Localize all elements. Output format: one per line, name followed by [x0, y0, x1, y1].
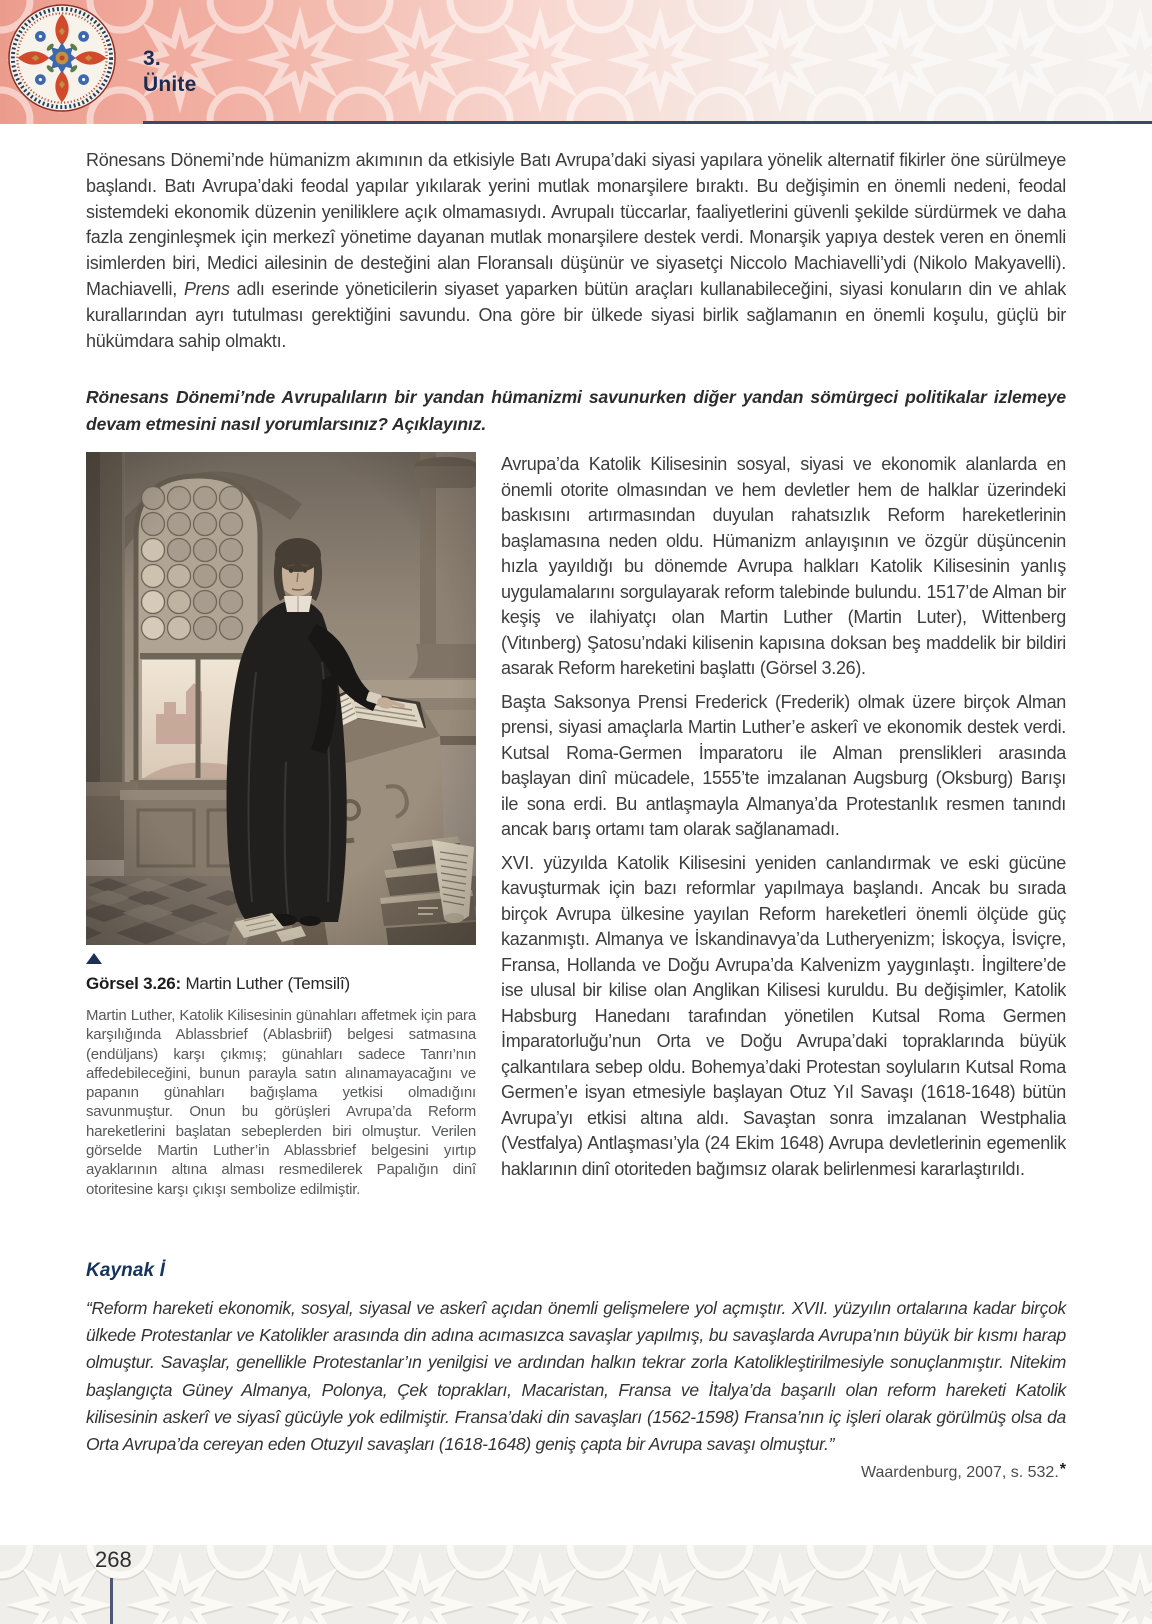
martin-luther-illustration	[86, 452, 476, 945]
unit-number: 3.	[143, 47, 161, 70]
main-text-column	[501, 452, 1066, 1182]
figure-block	[86, 452, 476, 1199]
intro-paragraph	[86, 148, 1066, 354]
unit-label	[143, 46, 197, 98]
content-columns	[86, 452, 1066, 1199]
intro-book-title: Prens	[183, 278, 230, 299]
footer-geometric-pattern	[0, 1545, 1152, 1624]
page-header	[0, 0, 1152, 124]
discussion-question: Rönesans Dönemi’nde Avrupalıların bir yandan hümanizmi savunurken diğer yandan sömürgeci politikalar izlemeye devam etmesini nasıl yorumlarsınız? Açıklayınız.	[86, 387, 1066, 434]
figure-caption-block	[86, 974, 476, 1199]
body-paragraph-1: Avrupa’da Katolik Kilisesinin sosyal, siyasi ve ekonomik alanlarda en önemli otorite olmasından ve hem devletler hem de halklar üzerindeki baskısını artırmasından duyulan rahatsızlık Reform hareketlerinin başlamasına neden oldu. Hümanizm anlayışının ve özgür düşüncenin hızla yayıldığı bu dönemde Avrupa halkları Katolik Kilisesinin yanlış uygulamalarını sorgulayarak reform talebinde bulundu. 1517’de Alman bir keşiş ve ilahiyatçı olan Martin Luther (Martin Luter), Wittenberg (Vitınberg) Şatosu’ndaki kilisenin kapısına doksan beş maddelik bir bildiri asarak Reform hareketini başlattı (Görsel 3.26).	[501, 454, 1066, 678]
source-attribution-text: Waardenburg, 2007, s. 532.	[861, 1464, 1059, 1482]
page-number: 268	[95, 1547, 132, 1572]
source-heading: Kaynak İ	[86, 1260, 165, 1281]
figure-caption-title-text: Martin Luther (Temsilî)	[180, 974, 350, 993]
figure-caption	[86, 974, 476, 994]
source-attribution-asterisk: *	[1059, 1461, 1066, 1479]
intro-text-1: Rönesans Dönemi’nde hümanizm akımının da etkisiyle Batı Avrupa’daki siyasi yapılara yönelik alternatif fikirler öne sürülmeye başlandı. Batı Avrupa’daki feodal yapılar yıkılarak yerini mutlak monarşilere bıraktı. Bu değişimin en önemli nedeni, feodal sistemdeki ekonomik düzenin yeniliklere açık olmamasıydı. Avrupalı tüccarlar, faaliyetlerini güvenli şekilde sürdürmek ve daha fazla zenginleşmek için merkezî yönetime dayanan mutlak monarşilere destek verdi. Monarşik yapıya destek veren en önemli isimlerden biri, Medici ailesinin de desteğini alan Floransalı düşünür ve siyasetçi Niccolo Machiavelli’ydi (Nikolo Makyavelli). Machiavelli,	[86, 150, 1066, 299]
intro-text-2: adlı eserinde yöneticilerin siyaset yaparken bütün araçları kullanabileceğini, siyasi konuların din ve ahlak kurallarından ayrı tutulması gerektiğini savundu. Ona göre bir ülkede siyasi birlik sağlamanın en önemli koşulu, güçlü bir hükümdara sahip olmaktı.	[86, 278, 1066, 351]
figure-description: Martin Luther, Katolik Kilisesinin günahları affetmek için para karşılığında Ablassbrief (Ablasbriif) belgesi satmasına (endüljans) karşı çıkmış; günahları sadece Tanrı’nın affedebileceğini, bunun parayla satın alınamayacağını ve papanın günahları bağışlama yetkisi olmadığını savunmuştur. Onun bu görüşleri Avrupa’da Reform hareketlerini başlatan sebeplerden biri olmuştur. Verilen görselde Martin Luther’in Ablassbrief belgesini yırtıp ayaklarının altına alması resmedilerek Papalığın dinî otoritesine karşı çıkışı sembolize edilmiştir.	[86, 1007, 476, 1198]
source-attribution	[86, 1461, 1066, 1482]
body-paragraph-2: Başta Saksonya Prensi Frederick (Frederik) olmak üzere birçok Alman prensi, siyasi amaçlarla Martin Luther’e askerî ve ekonomik destek verdi. Kutsal Roma-Germen İmparatoru ile Alman prenslikleri arasında başlayan dinî mücadele, 1555’te imzalanan Augsburg (Oksburg) Barışı ile sona erdi. Bu antlaşmayla Almanya’da Protestanlık resmen tanındı ancak barış ortamı tam olarak sağlanamadı.	[501, 691, 1066, 839]
unit-word: Ünite	[143, 73, 197, 96]
body-paragraph-3: XVI. yüzyılda Katolik Kilisesini yeniden canlandırmak ve eski gücüne kavuşturmak için bazı reformlar yapılmaya başlandı. Ancak bu sırada birçok Avrupa ülkesine yayılan Reform hareketleri önemli ölçüde güç kazanmıştı. Almanya ve İskandinavya’da Lutheryenizm; İskoçya, İsviçre, Fransa, Hollanda ve Doğu Avrupa’da Kalvenizm yaygınlaştı. İngiltere’de ise ulusal bir kilise olan Anglikan Kilisesi kuruldu. Bu değişimler, Katolik Habsburg Hanedanı tarafından yönetilen Kutsal Roma Germen İmparatorluğu’nun Orta ve Doğu Avrupa’daki topraklarında büyük çalkantılara sebep oldu. Bohemya’daki Protestan soyluların Kutsal Roma Germen’e isyan etmesiyle başlayan Otuz Yıl Savaşı (1618-1648) bütün Avrupa’yı etkisi altına aldı. Savaştan sonra imzalanan Westphalia (Vestfalya) Antlaşması’yla (24 Ekim 1648) Avrupa devletlerinin egemenlik haklarının dinî otoriteden bağımsız olarak belirlenmesi kararlaştırıldı.	[501, 852, 1066, 1179]
source-section	[86, 1260, 1066, 1482]
source-quote: “Reform hareketi ekonomik, sosyal, siyasal ve askerî açıdan önemli gelişmelere yol açmıştır. XVII. yüzyılın ortalarına kadar birçok ülkede Protestanlar ve Katolikler arasında din adına acımasızca savaşlar yapılmış, bu savaşlarda Avrupa’nın büyük bir kısmı harap olmuştur. Savaşlar, genellikle Protestanlar’ın yenilgisi ve ardından halkın tekrar zorla Katolikleştirilmesiyle sonuçlanmıştır. Nitekim başlangıçta Güney Almanya, Polonya, Çek toprakları, Macaristan, Fransa ve İtalya’da başarılı olan reform hareketi Katolik kilisesinin askerî ve siyasî gücüyle yok edilmiştir. Fransa’daki din savaşları (1562-1598) Fransa’nın iç işleri olarak görülmüş olsa da Orta Avrupa’da cereyan eden Otuzyıl savaşları (1618-1648) geniş çapta bir Avrupa savaşı olmuştur.”	[86, 1298, 1066, 1455]
page-footer	[0, 1545, 1152, 1624]
header-divider	[143, 121, 1152, 124]
figure-caption-label: Görsel 3.26:	[86, 974, 181, 993]
ornamental-medallion-icon	[8, 4, 116, 112]
caption-triangle-icon	[86, 953, 102, 964]
page-number-rule	[110, 1578, 113, 1624]
